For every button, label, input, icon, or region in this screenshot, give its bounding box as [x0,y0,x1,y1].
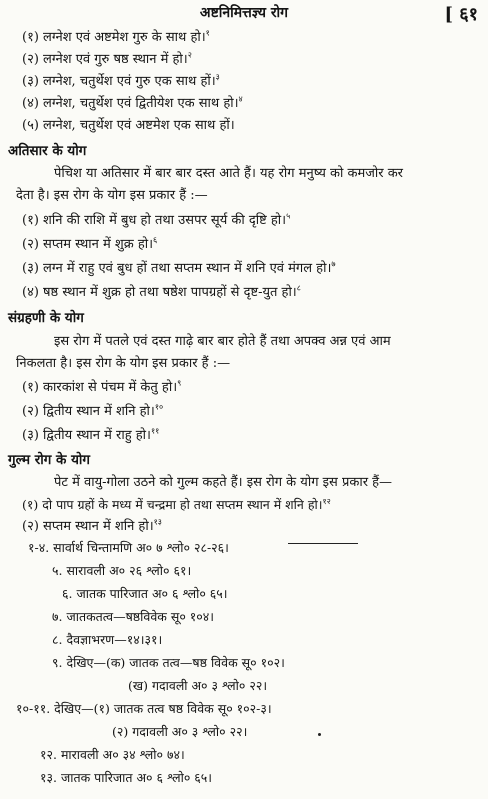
footnote: ७. जातकतत्व—षष्ठविवेक सू० १०४। [52,609,215,624]
list-item: (३) लग्न में राहु एवं बुध हों तथा सप्तम स्थान में शनि एवं मंगल हो।$^७$ [22,259,336,276]
list-item: (१) शनि की राशि में बुध हो तथा उसपर सूर्य की दृष्टि हो।$^५$ [22,211,291,228]
section-heading-sangrahani: संग्रहणी के योग [8,310,84,326]
footnote: ९. देखिए—(क) जातक तत्व—षष्ठ विवेक सू० १०२। [52,655,285,670]
list-item: (२) सप्तम स्थान में शुक्र हो।$^६$ [22,235,158,252]
footnote: १०-११. देखिए—(१) जातक तत्व षष्ठ विवेक सू० १०२-३। [16,701,272,716]
list-item: (३) द्वितीय स्थान में राहु हो।$^{११}$ [22,426,160,443]
list-item: (२) सप्तम स्थान में शनि हो।$^{१३}$ [22,517,162,534]
list-item: (१) कारकांश से पंचम में केतु हो।$^९$ [22,378,182,395]
paragraph-line: देता है। इस रोग के योग इस प्रकार हैं :— [16,188,208,203]
list-item: (२) द्वितीय स्थान में शनि हो।$^{१०}$ [22,402,164,419]
stray-dot [318,733,321,736]
list-item: (२) लग्नेश एवं गुरु षष्ठ स्थान में हो।$^२$ [22,50,192,67]
list-item: (४) षष्ठ स्थान में शुक्र हो तथा षष्ठेश पापग्रहों से दृष्ट-युत हो।$^८$ [22,283,301,300]
section-heading-atisar: अतिसार के योग [8,143,87,159]
section-heading-gulma: गुल्म रोग के योग [8,452,91,468]
running-header-title: अष्टनिमित्तज्ञ्य रोग [199,5,289,21]
paragraph-line: निकलता है। इस रोग के योग इस प्रकार हैं :— [16,356,231,371]
paragraph-line: इस रोग में पतले एवं दस्त गाढ़े बार बार होते हैं तथा अपक्व अन्न एवं आम [54,334,391,349]
footnote: १३. जातक पारिजात अ० ६ श्लो० ६५। [40,770,213,785]
footnote: १-४. सार्वार्थ चिन्तामणि अ० ७ श्लो० २८-२६। [28,540,229,555]
footnote: ८. दैवज्ञाभरण—१४।३१। [52,632,163,647]
paragraph-line: पेचिश या अतिसार में बार बार दस्त आते हैं। यह रोग मनुष्य को कमजोर कर [54,166,404,181]
list-item: (५) लग्नेश, चतुर्थेश एवं अष्टमेश एक साथ हों। [22,118,235,133]
footnote: १२. मारावली अ० ३४ श्लो० ७४। [40,747,185,762]
footnote: ५. सारावली अ० २६ श्लो० ६१। [52,563,192,578]
footnote: ६. जातक पारिजात अ० ६ श्लो० ६५। [62,586,228,601]
paragraph-line: पेट में वायु-गोला उठने को गुल्म कहते हैं। इस रोग के योग इस प्रकार हैं— [54,475,393,490]
list-item: (१) दो पाप ग्रहों के मध्य में चन्द्रमा हो तथा सप्तम स्थान में शनि हो।$^{१२}$ [22,496,331,512]
footnote: (ख) गदावली अ० ३ श्लो० २२। [128,678,268,693]
list-item: (४) लग्नेश, चतुर्थेश एवं द्वितीयेश एक साथ हो।$^४$ [22,94,243,111]
footnote: (२) गदावली अ० ३ श्लो० २२। [112,724,248,739]
list-item: (१) लग्नेश एवं अष्टमेश गुरु के साथ हो।$^१$ [22,28,210,45]
page-number: [ ६१ [444,4,478,25]
list-item: (३) लग्नेश, चतुर्थेश एवं गुरु एक साथ हों।$^३$ [22,72,220,89]
footnote-rule [288,543,358,544]
